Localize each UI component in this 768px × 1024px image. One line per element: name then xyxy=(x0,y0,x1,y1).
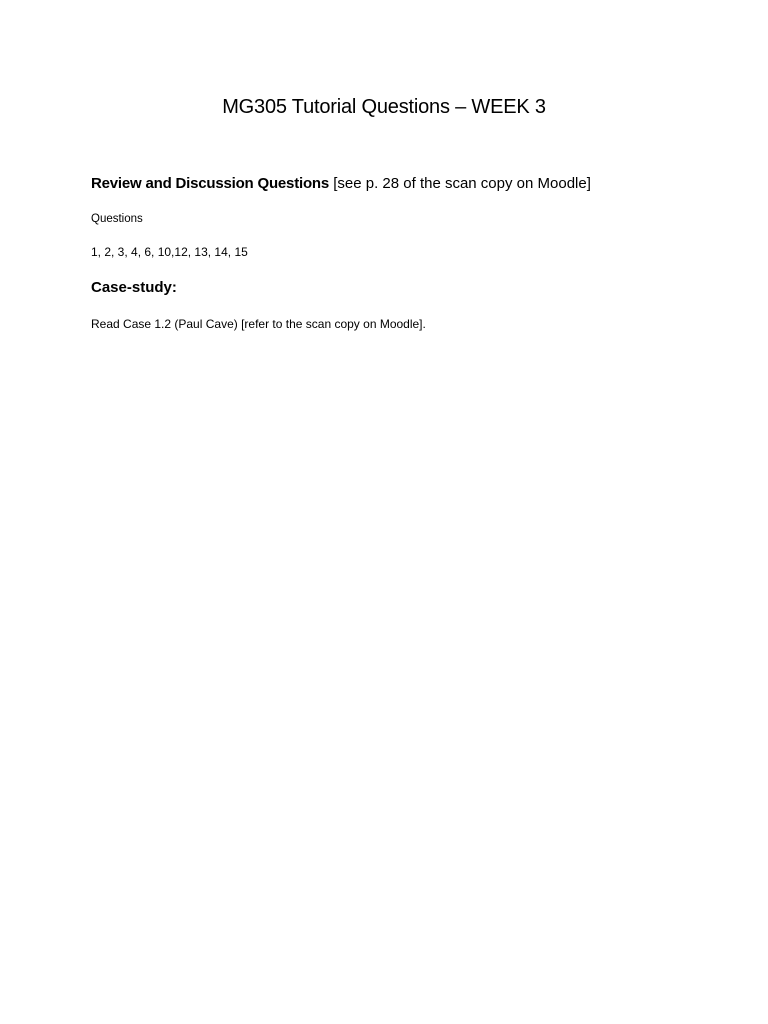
case-study-heading: Case-study: xyxy=(91,279,177,296)
page-title: MG305 Tutorial Questions – WEEK 3 xyxy=(222,96,546,118)
questions-list: 1, 2, 3, 4, 6, 10,12, 13, 14, 15 xyxy=(91,245,248,259)
review-reference: [see p. 28 of the scan copy on Moodle] xyxy=(329,175,591,192)
review-heading: Review and Discussion Questions xyxy=(91,175,330,192)
questions-label: Questions xyxy=(91,213,143,225)
review-section-line xyxy=(91,173,591,195)
case-study-text: Read Case 1.2 (Paul Cave) [refer to the scan copy on Moodle]. xyxy=(91,317,426,331)
